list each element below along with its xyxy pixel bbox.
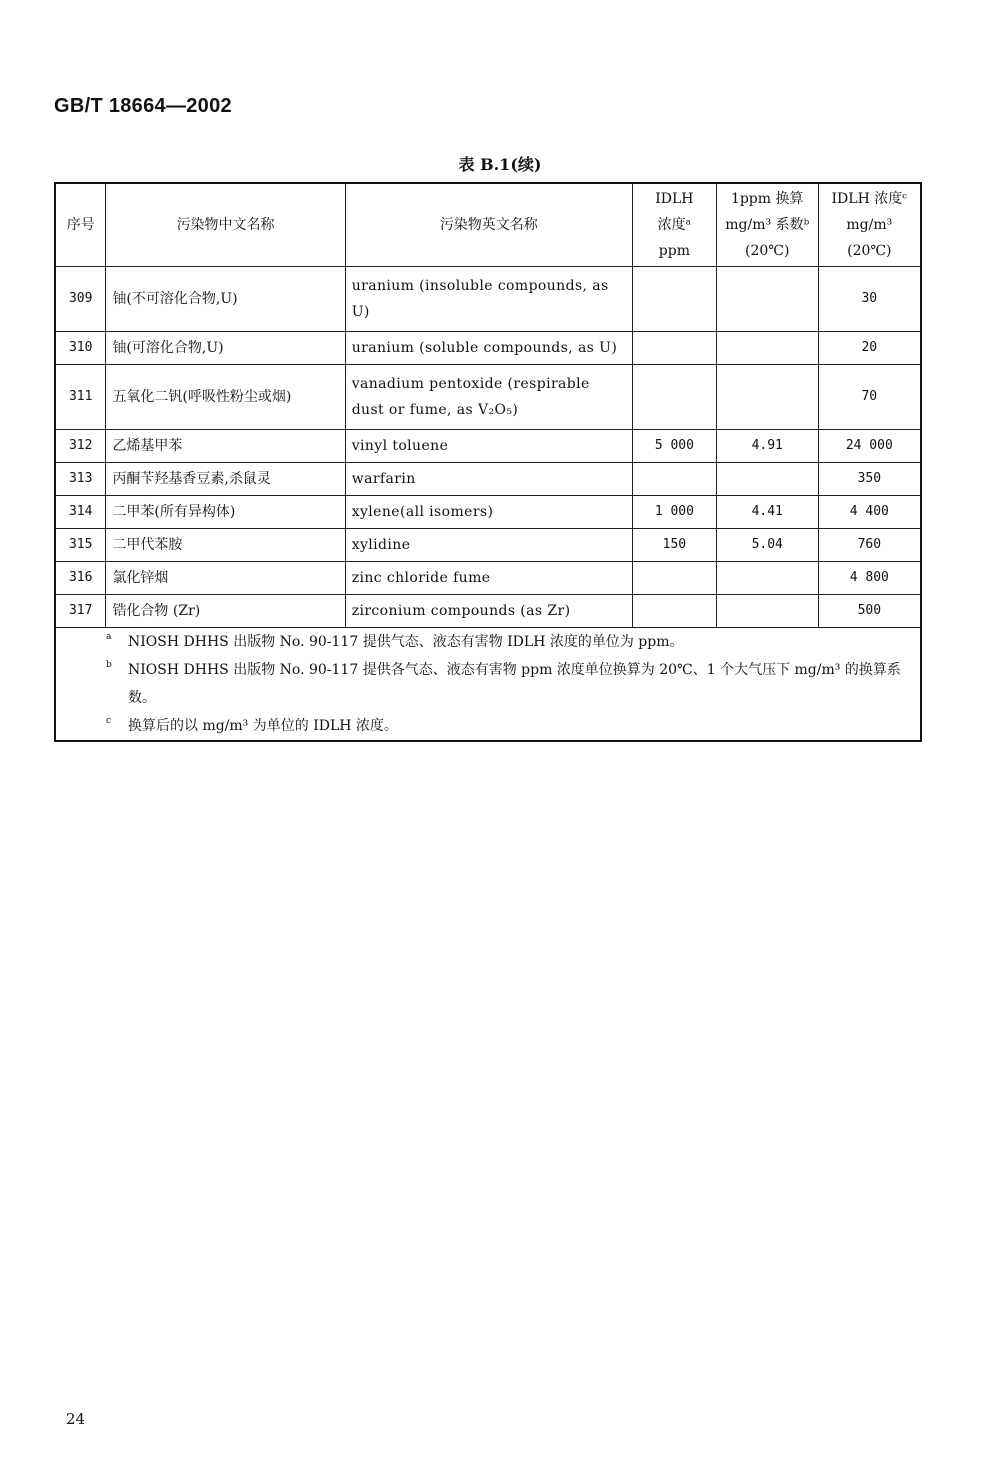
- footnote-marker: b: [106, 660, 112, 670]
- cell-no: 309: [55, 267, 106, 332]
- cell-idlh-mg: 70: [818, 365, 921, 430]
- table-caption: 表 B.1(续): [458, 155, 542, 174]
- table-notes: [55, 628, 921, 742]
- footnote: [62, 656, 914, 712]
- cell-idlh-ppm: [632, 562, 716, 595]
- table-row: [55, 430, 921, 463]
- cell-no: 317: [55, 595, 106, 628]
- cell-idlh-mg: 350: [818, 463, 921, 496]
- cell-no: 312: [55, 430, 106, 463]
- cell-conversion: [716, 332, 818, 365]
- table-row: [55, 365, 921, 430]
- cell-no: 311: [55, 365, 106, 430]
- cell-conversion: 4.41: [716, 496, 818, 529]
- cell-idlh-ppm: 1 000: [632, 496, 716, 529]
- cell-conversion: [716, 365, 818, 430]
- cell-idlh-mg: 760: [818, 529, 921, 562]
- idlh-table: [54, 182, 922, 742]
- table-row: [55, 463, 921, 496]
- col-header-idlh-mg-line: mg/m³: [846, 217, 893, 233]
- col-header-idlh-ppm: [632, 183, 716, 267]
- cell-idlh-ppm: 150: [632, 529, 716, 562]
- cell-en-name: xylidine: [345, 529, 632, 562]
- cell-en-name: uranium (insoluble compounds, as U): [345, 267, 632, 332]
- cell-no: 316: [55, 562, 106, 595]
- cell-cn-name: 二甲代苯胺: [106, 529, 345, 562]
- cell-en-name: vinyl toluene: [345, 430, 632, 463]
- footnote: [62, 712, 914, 740]
- col-header-idlh-mg: [818, 183, 921, 267]
- cell-idlh-mg: 20: [818, 332, 921, 365]
- cell-idlh-ppm: [632, 463, 716, 496]
- col-header-en-name: 污染物英文名称: [345, 183, 632, 267]
- cell-conversion: 5.04: [716, 529, 818, 562]
- cell-conversion: [716, 562, 818, 595]
- cell-conversion: [716, 463, 818, 496]
- table-header-row: [55, 183, 921, 267]
- cell-conversion: 4.91: [716, 430, 818, 463]
- footnote: [62, 628, 914, 656]
- cell-en-name: zinc chloride fume: [345, 562, 632, 595]
- cell-cn-name: 五氧化二钒(呼吸性粉尘或烟): [106, 365, 345, 430]
- cell-idlh-mg: 4 400: [818, 496, 921, 529]
- cell-cn-name: 氯化锌烟: [106, 562, 345, 595]
- footnote-text: 换算后的以 mg/m³ 为单位的 IDLH 浓度。: [128, 718, 398, 734]
- cell-cn-name: 铀(可溶化合物,U): [106, 332, 345, 365]
- cell-cn-name: 二甲苯(所有异构体): [106, 496, 345, 529]
- cell-en-name: zirconium compounds (as Zr): [345, 595, 632, 628]
- col-header-cn-name: 污染物中文名称: [106, 183, 345, 267]
- cell-en-name: uranium (soluble compounds, as U): [345, 332, 632, 365]
- table-notes-row: [55, 628, 921, 742]
- table-row: [55, 562, 921, 595]
- cell-idlh-ppm: [632, 365, 716, 430]
- cell-en-name: xylene(all isomers): [345, 496, 632, 529]
- footnote-text: NIOSH DHHS 出版物 No. 90-117 提供气态、液态有害物 IDLH 浓度的单位为 ppm。: [128, 634, 684, 650]
- table-row: [55, 529, 921, 562]
- cell-idlh-mg: 30: [818, 267, 921, 332]
- table-row: [55, 267, 921, 332]
- col-header-conversion-line: mg/m³ 系数ᵇ: [725, 217, 810, 233]
- cell-cn-name: 锆化合物 (Zr): [106, 595, 345, 628]
- table-row: [55, 332, 921, 365]
- col-header-conversion-line: 1ppm 换算: [730, 191, 804, 207]
- document-id: GB/T 18664—2002: [54, 95, 232, 117]
- cell-no: 310: [55, 332, 106, 365]
- cell-conversion: [716, 595, 818, 628]
- cell-no: 313: [55, 463, 106, 496]
- footnote-marker: c: [106, 716, 112, 726]
- cell-idlh-mg: 24 000: [818, 430, 921, 463]
- page-number: 24: [66, 1410, 86, 1428]
- cell-cn-name: 乙烯基甲苯: [106, 430, 345, 463]
- cell-no: 314: [55, 496, 106, 529]
- col-header-conversion: [716, 183, 818, 267]
- col-header-idlh-mg-line: IDLH 浓度ᶜ: [831, 191, 908, 207]
- cell-idlh-ppm: [632, 595, 716, 628]
- cell-idlh-ppm: [632, 332, 716, 365]
- cell-no: 315: [55, 529, 106, 562]
- col-header-conversion-line: (20℃): [745, 243, 790, 259]
- cell-conversion: [716, 267, 818, 332]
- cell-idlh-mg: 4 800: [818, 562, 921, 595]
- cell-idlh-ppm: [632, 267, 716, 332]
- cell-idlh-ppm: 5 000: [632, 430, 716, 463]
- col-header-no: 序号: [55, 183, 106, 267]
- col-header-idlh-ppm-line: 浓度ᵃ: [657, 217, 692, 233]
- col-header-idlh-ppm-line: IDLH: [655, 191, 694, 207]
- col-header-idlh-ppm-line: ppm: [658, 243, 690, 259]
- cell-cn-name: 丙酮苄羟基香豆素,杀鼠灵: [106, 463, 345, 496]
- col-header-idlh-mg-line: (20℃): [847, 243, 892, 259]
- table-row: [55, 595, 921, 628]
- cell-idlh-mg: 500: [818, 595, 921, 628]
- footnote-text: NIOSH DHHS 出版物 No. 90-117 提供各气态、液态有害物 ppm 浓度单位换算为 20℃、1 个大气压下 mg/m³ 的换算系数。: [128, 662, 901, 706]
- cell-cn-name: 铀(不可溶化合物,U): [106, 267, 345, 332]
- cell-en-name: warfarin: [345, 463, 632, 496]
- footnote-marker: a: [106, 632, 112, 642]
- table-row: [55, 496, 921, 529]
- cell-en-name: vanadium pentoxide (respirable dust or fume, as V₂O₅): [345, 365, 632, 430]
